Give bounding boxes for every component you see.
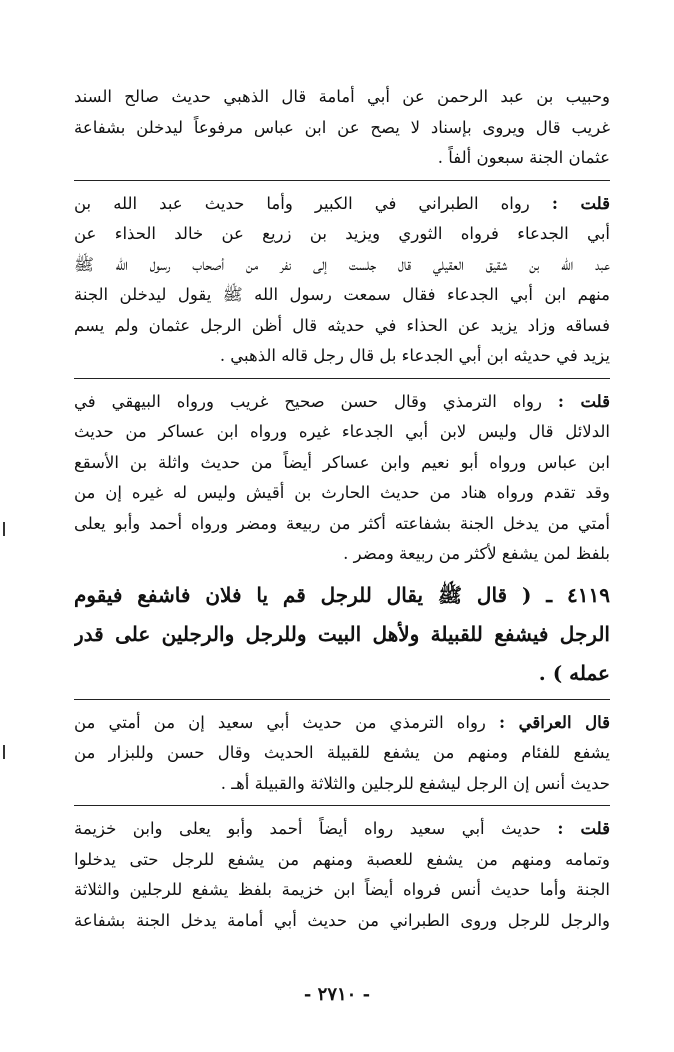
- text-line: عبد الله بن شقيق العقيلي قال جلست إلى نفر من أصحاب رسول الله ﷺ: [74, 254, 610, 274]
- heading-line: عمله ) .: [538, 660, 610, 685]
- section-divider: [74, 180, 610, 181]
- text-line: فساقه وزاد يزيد عن الحذاء في حديثه قال أظن الرجل عثمان ولم يسم: [74, 315, 610, 335]
- hadith-heading: [74, 576, 610, 693]
- paragraph-lead: قلت :: [551, 193, 610, 213]
- section-divider: [74, 805, 610, 806]
- text-line: حديث أنس إن الرجل ليشفع للرجلين والثلاثة والقبيلة أهـ .: [220, 773, 610, 793]
- text-line: ابن عباس ورواه أبو نعيم وابن عساكر أيضاً من حديث واثلة بن الأسقع: [74, 452, 610, 472]
- heading-line: ٤١١٩ ـ ( قال ﷺ يقال للرجل قم يا فلان فاشفع فيقوم: [74, 582, 610, 607]
- page-number: - ٢٧١٠ -: [303, 984, 371, 1005]
- text-line: [74, 814, 610, 845]
- text-line: عثمان الجنة سبعون ألفاً .: [437, 148, 610, 167]
- text-line: يزيد في حديثه ابن أبي الجدعاء بل قال رجل قاله الذهبي .: [219, 346, 610, 365]
- text-line: [74, 708, 610, 739]
- text-line: الجنة وأما حديث أنس فرواه أيضاً ابن خزيمة بلفظ يشفع للرجلين والثلاثة: [74, 880, 610, 899]
- text-line: وتمامه ومنهم من يشفع للعصبة ومنهم من يشفع للرجل حتى يدخلوا: [74, 849, 610, 869]
- text-line: [74, 387, 610, 418]
- text-line-body: رواه الترمذي من حديث أبي سعيد إن من أمتي من: [74, 712, 486, 732]
- paragraph-5: [74, 814, 610, 936]
- paragraph-3: [74, 387, 610, 570]
- paragraph-1: [74, 82, 610, 174]
- paragraph-lead: قلت :: [557, 819, 610, 838]
- text-line: غريب قال ويروى بإسناد لا يصح عن ابن عباس مرفوعاً ليدخلن بشفاعة: [74, 117, 610, 137]
- text-line: والرجل للرجل وروى الطبراني من حديث أبي أمامة يدخل الجنة بشفاعة: [74, 910, 610, 930]
- paragraph-4: [74, 708, 610, 800]
- margin-mark: [3, 745, 5, 759]
- page-body: [74, 82, 610, 942]
- text-line-body: حديث أبي سعيد رواه أيضاً أحمد وأبو يعلى وابن خزيمة: [74, 819, 541, 838]
- text-line: يشفع للفئام ومنهم من يشفع للقبيلة الحديث وقال حسن وللبزار من: [74, 743, 610, 762]
- text-line: الدلائل قال وليس لابن أبي الجدعاء غيره ورواه ابن عساكر من حديث: [74, 422, 610, 441]
- text-line: وحبيب بن عبد الرحمن عن أبي أمامة قال الذهبي حديث صالح السند: [74, 87, 610, 106]
- text-line: [74, 189, 610, 220]
- text-line-body: رواه الطبراني في الكبير وأما حديث عبد الله بن: [74, 193, 530, 213]
- paragraph-lead: قلت :: [557, 391, 610, 411]
- text-line: أمتي من يدخل الجنة بشفاعته أكثر من ربيعة ومضر ورواه أحمد وأبو يعلى: [74, 513, 610, 533]
- section-divider: [74, 378, 610, 379]
- paragraph-lead: قال العراقي :: [498, 712, 610, 732]
- text-line: بلفظ لمن يشفع لأكثر من ربيعة ومضر .: [343, 544, 610, 563]
- text-line-body: رواه الترمذي وقال حسن صحيح غريب ورواه البيهقي في: [74, 391, 542, 411]
- section-divider: [74, 699, 610, 700]
- text-line: وقد تقدم ورواه هناد من حديث الحارث بن أقيش وليس له غيره إن من: [74, 483, 610, 502]
- text-line: أبي الجدعاء فرواه الثوري ويزيد بن زريع عن خالد الحذاء عن: [74, 224, 610, 243]
- paragraph-2: [74, 189, 610, 372]
- margin-mark: [3, 522, 5, 536]
- heading-line: الرجل فيشفع للقبيلة ولأهل البيت وللرجل والرجلين على قدر: [74, 621, 610, 646]
- text-line: منهم ابن أبي الجدعاء فقال سمعت رسول الله ﷺ يقول ليدخلن الجنة: [74, 285, 610, 304]
